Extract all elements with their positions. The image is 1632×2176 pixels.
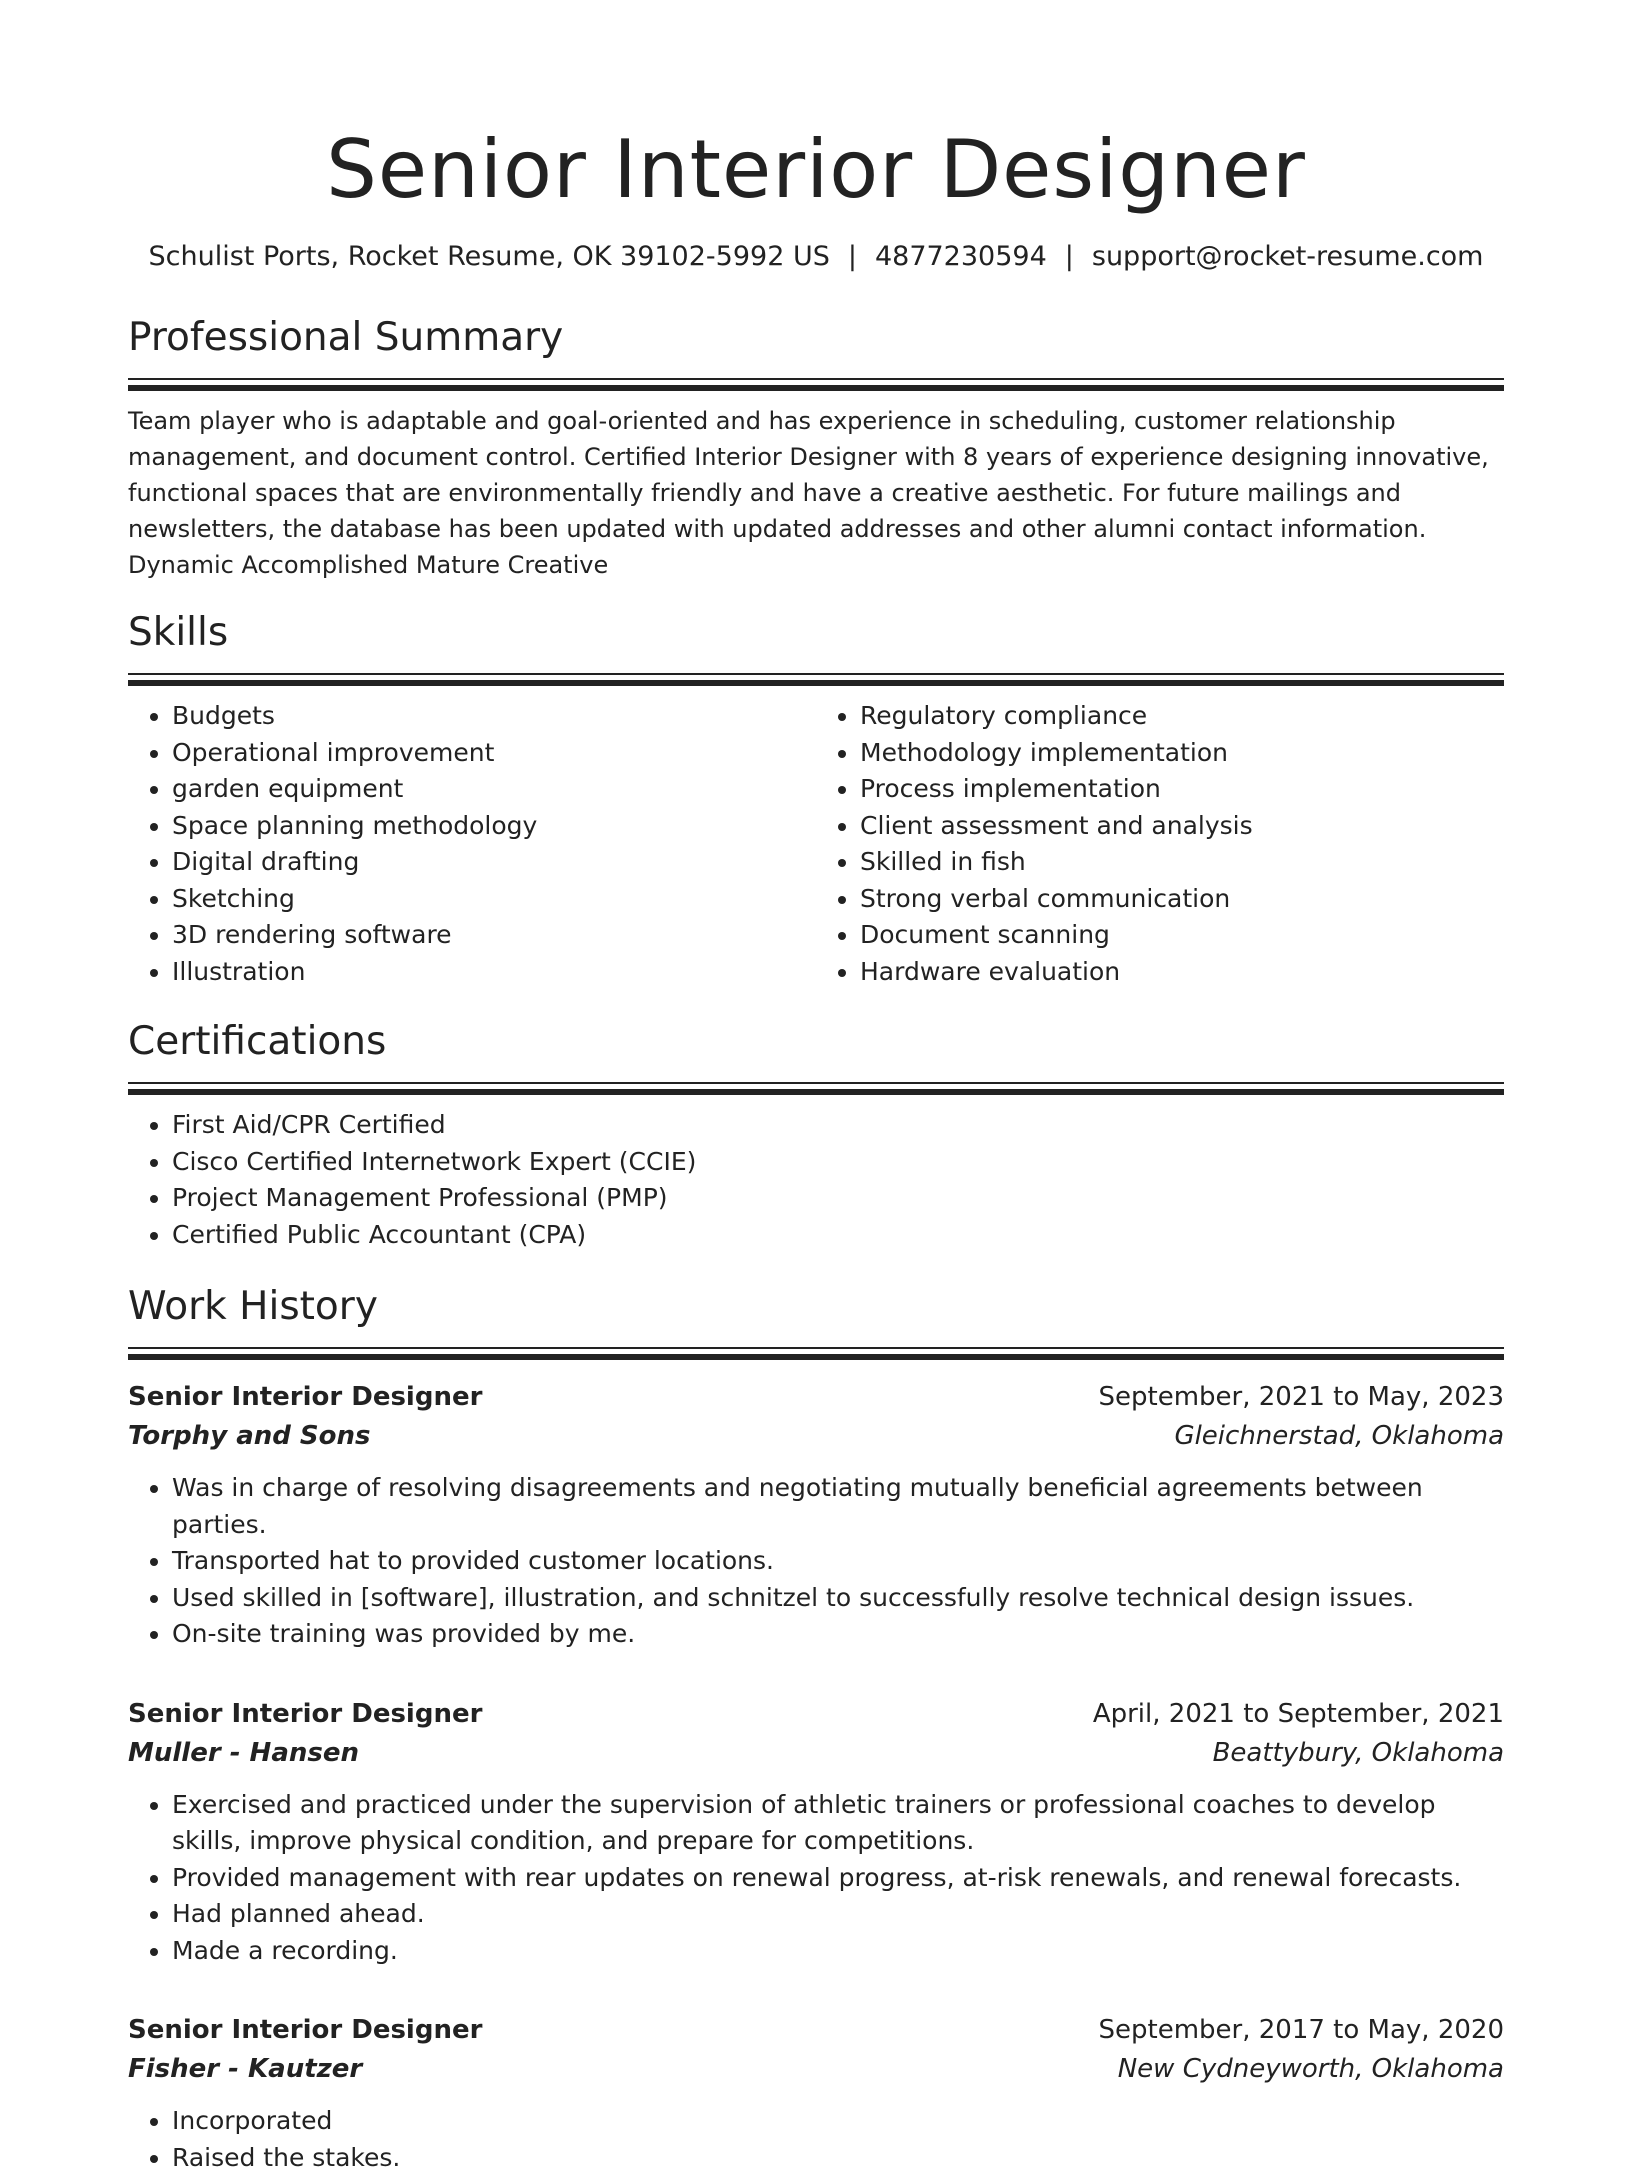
skill-item: • garden equipment <box>172 771 816 808</box>
job-title: Senior Interior Designer <box>128 1378 482 1417</box>
section-heading: Skills <box>128 609 1504 657</box>
contact-separator: | <box>1047 241 1092 272</box>
skills-list-left <box>128 698 816 990</box>
job-subheader <box>128 1734 1504 1773</box>
skills-section <box>128 609 1504 990</box>
contact-separator: | <box>830 241 875 272</box>
section-divider <box>128 1347 1504 1349</box>
job-bullet: • Transported hat to provided customer locations. <box>172 1543 1504 1580</box>
section-divider <box>128 1354 1504 1360</box>
skills-grid <box>128 686 1504 990</box>
resume-document <box>128 120 1504 2176</box>
job-bullet: • Provided management with rear updates on renewal progress, at-risk renewals, and renewal forecasts. <box>172 1860 1504 1897</box>
certification-item: • Project Management Professional (PMP) <box>172 1180 1504 1217</box>
certification-item: • First Aid/CPR Certified <box>172 1107 1504 1144</box>
job-bullet: • Was in charge of resolving disagreements and negotiating mutually beneficial agreements between parties. <box>172 1470 1504 1543</box>
contact-email: support@rocket-resume.com <box>1092 241 1484 272</box>
job-dates: April, 2021 to September, 2021 <box>1093 1695 1504 1734</box>
skill-item: • Skilled in fish <box>860 844 1504 881</box>
skill-item: • Regulatory compliance <box>860 698 1504 735</box>
skill-item: • Methodology implementation <box>860 735 1504 772</box>
job-location: New Cydneyworth, Oklahoma <box>1118 2050 1504 2089</box>
section-divider <box>128 1082 1504 1084</box>
skill-item: • Space planning methodology <box>172 808 816 845</box>
job-bullets <box>128 1787 1504 1970</box>
job-bullet: • Had planned ahead. <box>172 1896 1504 1933</box>
contact-line <box>128 240 1504 274</box>
skills-list-right <box>816 698 1504 990</box>
skill-item: • Budgets <box>172 698 816 735</box>
job-title: Senior Interior Designer <box>128 1695 482 1734</box>
skill-item: • Illustration <box>172 954 816 991</box>
work-history-section <box>128 1283 1504 2176</box>
job-location: Gleichnerstad, Oklahoma <box>1174 1417 1504 1456</box>
job-entry <box>128 2011 1504 2176</box>
job-company: Fisher - Kautzer <box>128 2050 362 2089</box>
section-divider <box>128 673 1504 675</box>
job-bullet: • Made a recording. <box>172 1933 1504 1970</box>
summary-section <box>128 314 1504 583</box>
job-bullet: • Incorporated <box>172 2103 1504 2140</box>
job-entry <box>128 1378 1504 1653</box>
skill-item: • Hardware evaluation <box>860 954 1504 991</box>
job-subheader <box>128 1417 1504 1456</box>
job-bullet: • Exercised and practiced under the supervision of athletic trainers or professional coaches to develop skills, improve physical condition, and prepare for competitions. <box>172 1787 1504 1860</box>
job-bullet: • On-site training was provided by me. <box>172 1616 1504 1653</box>
job-title: Senior Interior Designer <box>128 2011 482 2050</box>
certifications-section <box>128 1018 1504 1253</box>
skill-item: • Strong verbal communication <box>860 881 1504 918</box>
section-heading: Professional Summary <box>128 314 1504 362</box>
job-header <box>128 1378 1504 1417</box>
job-header <box>128 1695 1504 1734</box>
certification-item: • Cisco Certified Internetwork Expert (CCIE) <box>172 1144 1504 1181</box>
job-company: Muller - Hansen <box>128 1734 359 1773</box>
job-header <box>128 2011 1504 2050</box>
section-heading: Certifications <box>128 1018 1504 1066</box>
job-bullet: • Raised the stakes. <box>172 2140 1504 2176</box>
job-bullets <box>128 1470 1504 1653</box>
job-company: Torphy and Sons <box>128 1417 370 1456</box>
section-heading: Work History <box>128 1283 1504 1331</box>
certification-item: • Certified Public Accountant (CPA) <box>172 1217 1504 1254</box>
resume-title: Senior Interior Designer <box>128 120 1504 220</box>
job-entry <box>128 1695 1504 1970</box>
skill-item: • Digital drafting <box>172 844 816 881</box>
section-divider <box>128 1089 1504 1095</box>
skill-item: • Client assessment and analysis <box>860 808 1504 845</box>
contact-address: Schulist Ports, Rocket Resume, OK 39102-5992 US <box>149 241 830 272</box>
skill-item: • 3D rendering software <box>172 917 816 954</box>
job-subheader <box>128 2050 1504 2089</box>
summary-text: Team player who is adaptable and goal-oriented and has experience in scheduling, customer relationship management, and document control. Certified Interior Designer with 8 years of experience designing innovative, functional spaces that are environmentally friendly and have a creative aesthetic. For future mailings and newsletters, the database has been updated with updated addresses and other alumni contact information. Dynamic Accomplished Mature Creative <box>128 403 1504 583</box>
skill-item: • Document scanning <box>860 917 1504 954</box>
job-dates: September, 2017 to May, 2020 <box>1099 2011 1505 2050</box>
job-bullets <box>128 2103 1504 2176</box>
job-bullet: • Used skilled in [software], illustration, and schnitzel to successfully resolve technical design issues. <box>172 1580 1504 1617</box>
skill-item: • Sketching <box>172 881 816 918</box>
section-divider <box>128 385 1504 391</box>
job-location: Beattybury, Oklahoma <box>1213 1734 1504 1773</box>
section-divider <box>128 378 1504 380</box>
certifications-list <box>128 1107 1504 1253</box>
job-dates: September, 2021 to May, 2023 <box>1099 1378 1505 1417</box>
skill-item: • Operational improvement <box>172 735 816 772</box>
skill-item: • Process implementation <box>860 771 1504 808</box>
contact-phone: 4877230594 <box>875 241 1047 272</box>
